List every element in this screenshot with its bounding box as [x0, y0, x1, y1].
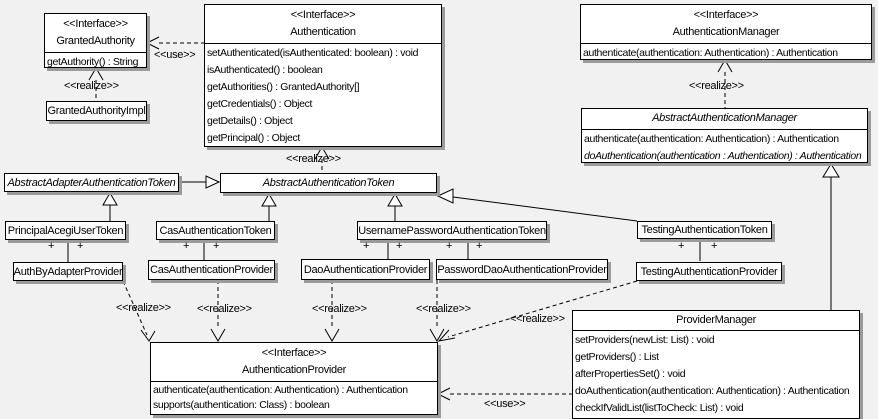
class-name: AbstractAuthenticationManager: [652, 112, 797, 124]
class-name: AbstractAdapterAuthenticationToken: [7, 176, 176, 189]
method-list: [45, 53, 146, 68]
realize-label: <<realize>>: [286, 153, 341, 165]
method: authenticate(authentication: Authentication) : Authentication: [584, 133, 839, 145]
class-title: [45, 14, 146, 48]
method-list: [573, 331, 859, 417]
method: authenticate(authentication: Authentication) : Authentication: [153, 384, 408, 396]
method: afterPropertiesSet() : void: [575, 368, 686, 380]
realize-label: <<realize>>: [416, 303, 471, 315]
class-password-dao-authentication-provider: [436, 259, 608, 280]
realize-label: <<realize>>: [64, 80, 119, 92]
association-plus-label: +: [77, 240, 84, 252]
stereotype-label: <<Interface>>: [290, 9, 356, 21]
class-cas-authentication-token: [156, 221, 275, 240]
class-name: AuthenticationManager: [672, 26, 780, 38]
method-list: [582, 130, 867, 163]
method: getDetails() : Object: [207, 115, 293, 127]
stereotype-label: <<Interface>>: [261, 347, 327, 359]
method: isAuthenticated() : boolean: [207, 64, 323, 76]
stereotype-label: <<Interface>>: [693, 9, 759, 21]
class-authentication-manager: [580, 4, 872, 60]
class-title: [151, 343, 437, 377]
class-name: DaoAuthenticationProvider: [303, 263, 428, 276]
class-abstract-authentication-token: [220, 173, 437, 193]
class-abstract-adapter-authentication-token: [4, 173, 179, 192]
class-title: [205, 5, 441, 39]
class-title: [573, 311, 859, 327]
class-name: CasAuthenticationProvider: [150, 264, 273, 276]
association-plus-label: +: [363, 240, 370, 252]
class-name: GrantedAuthorityImpl: [47, 105, 146, 117]
method: getAuthority() : String: [47, 56, 139, 68]
method: supports(authentication: Class) : boolean: [153, 399, 330, 411]
class-name: PrincipalAcegiUserToken: [7, 224, 124, 237]
class-provider-manager: [572, 310, 860, 419]
class-cas-authentication-provider: [148, 260, 275, 280]
class-name: PasswordDaoAuthenticationProvider: [437, 263, 607, 276]
class-name: AuthByAdapterProvider: [13, 265, 123, 278]
class-name: TestingAuthenticationProvider: [640, 265, 778, 278]
method: checkIfValidList(listToCheck: List) : void: [575, 402, 744, 414]
class-name: UsernamePasswordAuthenticationToken: [358, 224, 546, 237]
association-plus-label: +: [476, 240, 483, 252]
association-plus-label: +: [213, 240, 220, 252]
method: getProviders() : List: [575, 351, 659, 363]
realize-label: <<realize>>: [116, 302, 171, 314]
class-title: [582, 109, 867, 125]
method-list: [581, 44, 871, 60]
association-plus-label: +: [446, 240, 453, 252]
class-auth-by-adapter-provider: [13, 262, 123, 281]
class-username-password-authentication-token: [357, 221, 547, 240]
method: doAuthentication(authentication: Authentication) : Authentication: [575, 385, 850, 397]
class-testing-authentication-token: [637, 221, 772, 239]
method-list: [151, 382, 437, 413]
class-name: GrantedAuthority: [56, 35, 135, 47]
use-label: <<use>>: [484, 398, 526, 410]
class-name: AbstractAuthenticationToken: [262, 177, 395, 189]
class-name: Authentication: [290, 26, 356, 38]
method: setAuthenticated(isAuthenticated: boolean) : void: [207, 47, 419, 59]
method: getPrincipal() : Object: [207, 132, 300, 144]
method: doAuthentication(authentication : Authentication) : Authentication: [584, 150, 862, 162]
class-granted-authority: [44, 13, 147, 68]
association-plus-label: +: [711, 240, 718, 252]
class-principal-acegi-user-token: [5, 221, 126, 240]
association-plus-label: +: [48, 240, 55, 252]
use-label: <<use>>: [154, 49, 196, 61]
realize-label: <<realize>>: [510, 313, 565, 325]
association-plus-label: +: [678, 240, 685, 252]
association-plus-label: +: [396, 240, 403, 252]
method: getCredentials() : Object: [207, 98, 313, 110]
class-testing-authentication-provider: [636, 262, 782, 281]
class-name: TestingAuthenticationToken: [641, 224, 768, 236]
method: setProviders(newList: List) : void: [575, 334, 715, 346]
class-name: ProviderManager: [676, 314, 756, 326]
stereotype-label: <<Interface>>: [63, 18, 128, 30]
realize-label: <<realize>>: [312, 303, 367, 315]
method: getAuthorities() : GrantedAuthority[]: [207, 81, 360, 93]
class-authentication: [204, 4, 442, 147]
class-name: CasAuthenticationToken: [159, 224, 272, 237]
method-list: [205, 44, 441, 147]
class-dao-authentication-provider: [301, 259, 430, 280]
method: authenticate(authentication: Authentication) : Authentication: [583, 47, 838, 59]
class-authentication-provider: [150, 342, 438, 415]
class-granted-authority-impl: [46, 101, 147, 121]
realize-label: <<realize>>: [689, 80, 744, 92]
class-abstract-authentication-manager: [581, 108, 868, 163]
class-name: AuthenticationProvider: [241, 364, 347, 376]
association-plus-label: +: [183, 240, 190, 252]
realize-label: <<realize>>: [197, 303, 252, 315]
class-title: [581, 5, 871, 39]
